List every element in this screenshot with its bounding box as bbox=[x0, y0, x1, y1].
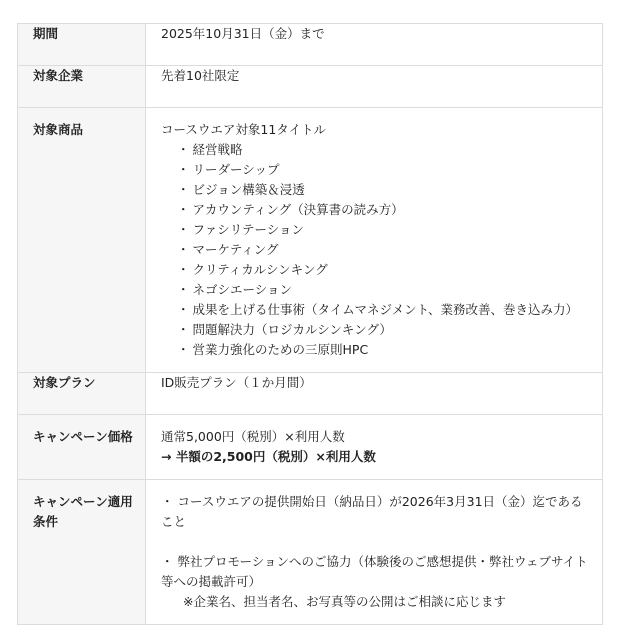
list-item: ・ 経営戦略 bbox=[161, 140, 592, 160]
condition-promotion: ・ 弊社プロモーションへのご協力（体験後のご感想提供・弊社ウェブサイト等への掲載許可） bbox=[161, 554, 588, 589]
row-target-products bbox=[18, 108, 603, 373]
conditions-value bbox=[146, 480, 603, 625]
target-company-label: 対象企業 bbox=[18, 66, 146, 108]
target-products-label: 対象商品 bbox=[18, 108, 146, 373]
row-period bbox=[18, 24, 603, 66]
row-target-plan bbox=[18, 373, 603, 415]
list-item: ・ 成果を上げる仕事術（タイムマネジメント、業務改善、巻き込み力） bbox=[161, 300, 592, 320]
campaign-price-value bbox=[146, 415, 603, 480]
list-item: ・ クリティカルシンキング bbox=[161, 260, 592, 280]
regular-price: 通常5,000円（税別）×利用人数 bbox=[161, 429, 345, 444]
period-value: 2025年10月31日（金）まで bbox=[146, 24, 603, 66]
condition-note: ※企業名、担当者名、お写真等の公開はご相談に応じます bbox=[183, 594, 506, 609]
row-conditions bbox=[18, 480, 603, 625]
list-item: ・ 問題解決力（ロジカルシンキング） bbox=[161, 320, 592, 340]
list-item: ・ マーケティング bbox=[161, 240, 592, 260]
period-label: 期間 bbox=[18, 24, 146, 66]
target-plan-value: ID販売プラン（１か月間） bbox=[146, 373, 603, 415]
list-item: ・ アカウンティング（決算書の読み方） bbox=[161, 200, 592, 220]
list-item: ・ ネゴシエーション bbox=[161, 280, 592, 300]
target-plan-label: 対象プラン bbox=[18, 373, 146, 415]
spacer bbox=[161, 532, 592, 552]
conditions-label: キャンペーン適用条件 bbox=[18, 480, 146, 625]
row-target-company bbox=[18, 66, 603, 108]
list-item: ・ ビジョン構築＆浸透 bbox=[161, 180, 592, 200]
list-item: ・ 営業力強化のための三原則HPC bbox=[161, 340, 592, 360]
campaign-price-label: キャンペーン価格 bbox=[18, 415, 146, 480]
target-products-value bbox=[146, 108, 603, 373]
list-item: ・ ファシリテーション bbox=[161, 220, 592, 240]
campaign-table bbox=[17, 23, 603, 625]
list-item: ・ リーダーシップ bbox=[161, 160, 592, 180]
row-campaign-price bbox=[18, 415, 603, 480]
products-intro: コースウエア対象11タイトル bbox=[161, 122, 327, 137]
products-list bbox=[161, 140, 592, 360]
discount-price: → 半額の2,500円（税別）×利用人数 bbox=[161, 449, 376, 464]
target-company-value: 先着10社限定 bbox=[146, 66, 603, 108]
condition-delivery-date: ・ コースウエアの提供開始日（納品日）が2026年3月31日（金）迄であること bbox=[161, 494, 583, 529]
